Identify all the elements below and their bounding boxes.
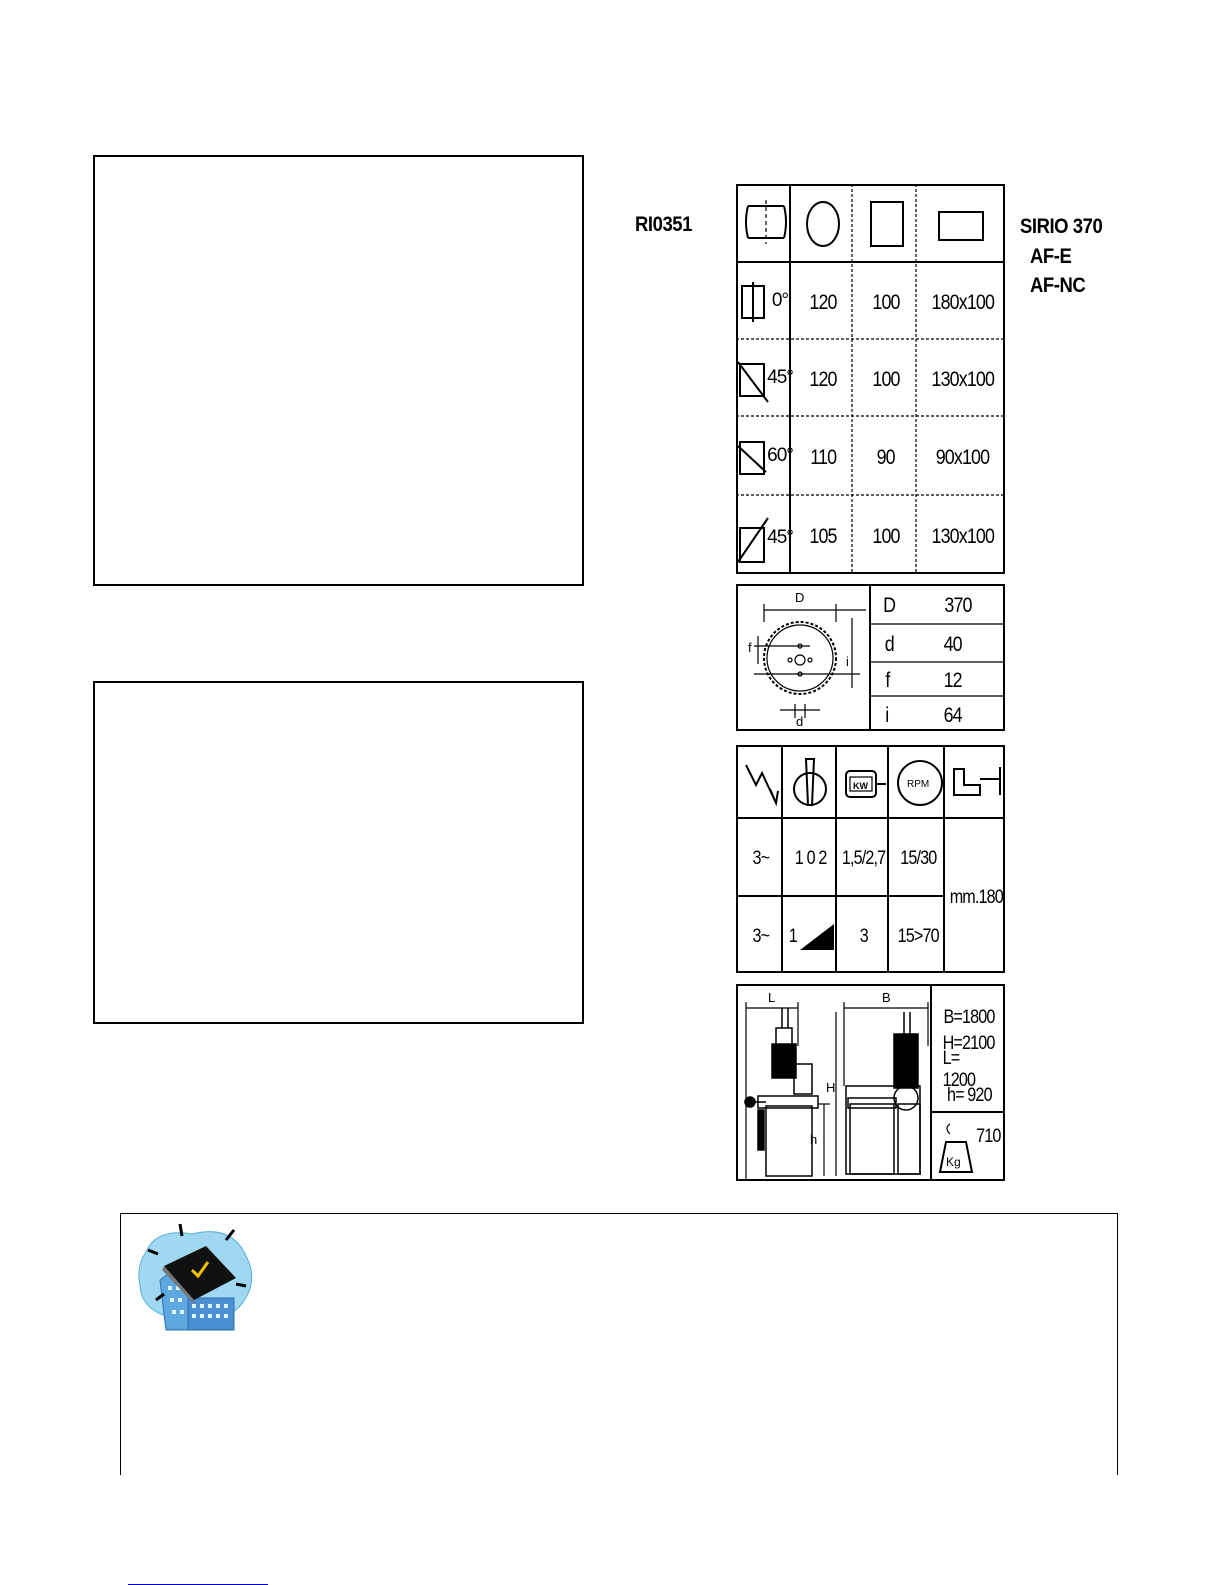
dim-L: L bbox=[768, 990, 776, 1005]
cut-0deg-icon bbox=[740, 282, 770, 322]
cut-60deg-icon bbox=[738, 438, 768, 478]
speed-switch-icon bbox=[790, 757, 830, 811]
model-variant-1: AF-E bbox=[1030, 245, 1072, 268]
dim-value-L: L= 1200 bbox=[942, 1048, 976, 1091]
model-name: SIRIO 370 bbox=[1020, 215, 1103, 238]
square-section-icon bbox=[868, 200, 908, 250]
building-checklist-icon bbox=[136, 1222, 260, 1336]
blade-value: 12 bbox=[943, 669, 963, 692]
left-box-bottom bbox=[93, 681, 584, 1024]
capacity-table bbox=[736, 184, 1005, 574]
machine-dimensions-diagram bbox=[738, 986, 930, 1181]
rpm-value: 15/30 bbox=[899, 848, 937, 869]
model-variant-2: AF-NC bbox=[1030, 274, 1086, 297]
variable-speed-icon bbox=[800, 924, 834, 950]
blade-key: f bbox=[884, 669, 890, 692]
round-section-icon bbox=[803, 200, 843, 250]
svg-text:KW: KW bbox=[853, 781, 868, 791]
speed-switch-label: 1 bbox=[784, 898, 838, 975]
blade-key: D bbox=[882, 594, 896, 617]
weight-value: 710 bbox=[975, 1126, 1001, 1147]
vise-value: mm.180 bbox=[949, 886, 1004, 908]
capacity-round: 120 bbox=[809, 367, 837, 391]
kw-value: 1,5/2,7 bbox=[842, 848, 886, 869]
dim-value-H: H=2100 bbox=[943, 1033, 995, 1054]
motor-table bbox=[736, 745, 1005, 973]
capacity-rect: 180x100 bbox=[931, 290, 994, 314]
capacity-square: 100 bbox=[872, 290, 900, 314]
rectangle-section-icon bbox=[937, 210, 987, 250]
blade-key: d bbox=[884, 633, 894, 656]
phase-label: 3~ bbox=[752, 925, 770, 947]
cut-45deg-icon bbox=[738, 358, 768, 402]
capacity-round: 120 bbox=[809, 290, 837, 314]
angle-label: 45° bbox=[767, 527, 793, 548]
angle-label: 0° bbox=[771, 290, 789, 311]
rpm-icon bbox=[896, 757, 944, 811]
product-code: RI0351 bbox=[635, 213, 692, 236]
dim-value-h: h= 920 bbox=[946, 1085, 992, 1106]
dim-h: h bbox=[810, 1132, 818, 1147]
cut-45deg-left-icon bbox=[738, 518, 768, 566]
speed-switch-label: 1 0 2 bbox=[795, 848, 827, 869]
svg-text:RPM: RPM bbox=[907, 779, 930, 790]
motor-kw-icon bbox=[842, 767, 890, 807]
dim-B: B bbox=[882, 990, 891, 1005]
capacity-square: 90 bbox=[876, 445, 896, 469]
dim-f: f bbox=[748, 640, 752, 655]
capacity-round: 105 bbox=[809, 524, 837, 548]
angle-label: 45° bbox=[767, 367, 793, 388]
capacity-rect: 130x100 bbox=[931, 524, 994, 548]
capacity-square: 100 bbox=[872, 367, 900, 391]
blade-table bbox=[736, 584, 1005, 731]
capacity-round: 110 bbox=[810, 445, 836, 469]
left-box-top bbox=[93, 155, 584, 586]
dim-i: i bbox=[846, 654, 849, 669]
dim-H: H bbox=[826, 1080, 836, 1095]
notes-box bbox=[120, 1213, 1118, 1475]
dim-value-B: B=1800 bbox=[943, 1007, 995, 1028]
dimensions-table bbox=[736, 984, 1005, 1181]
vise-opening-icon bbox=[950, 765, 1006, 809]
blade-key: i bbox=[885, 703, 889, 727]
kw-value: 3 bbox=[859, 925, 869, 947]
rpm-value: 15>70 bbox=[897, 925, 939, 947]
blade-value: 40 bbox=[943, 633, 963, 656]
blade-diagram bbox=[740, 588, 870, 728]
svg-text:Kg: Kg bbox=[946, 1155, 961, 1169]
power-supply-icon bbox=[742, 759, 782, 809]
phase-label: 3~ bbox=[752, 848, 770, 869]
dim-d: d bbox=[796, 714, 804, 729]
blade-value: 370 bbox=[944, 594, 972, 617]
blade-value: 64 bbox=[943, 703, 963, 727]
dim-D: D bbox=[795, 590, 805, 605]
capacity-rect: 90x100 bbox=[935, 445, 990, 469]
tube-profile-icon bbox=[744, 200, 788, 244]
capacity-square: 100 bbox=[872, 524, 900, 548]
angle-label: 60° bbox=[767, 445, 793, 466]
capacity-rect: 130x100 bbox=[931, 367, 994, 391]
